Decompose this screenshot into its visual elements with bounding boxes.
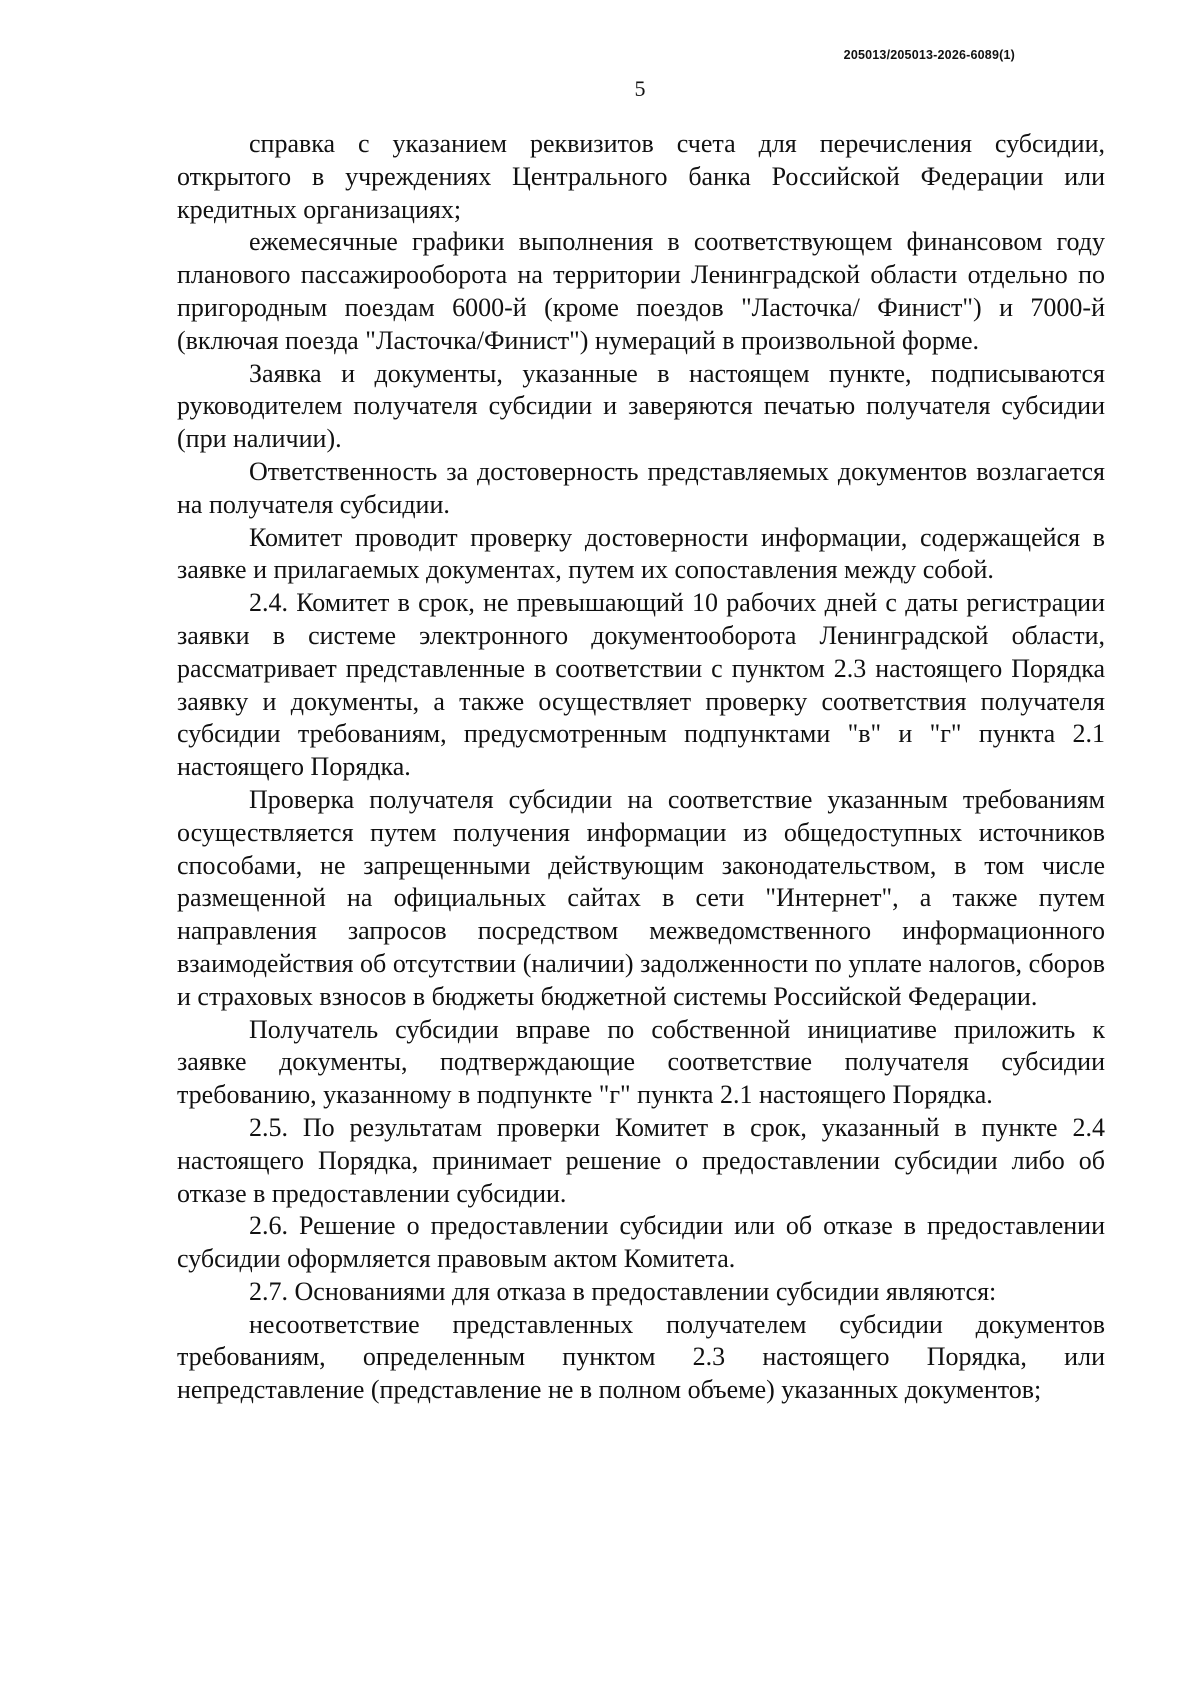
paragraph: Проверка получателя субсидии на соответствие указанным требованиям осуществляется путем получения информации из общедоступных источников способами, не запрещенными действующим законодательством, в том числе размещенной на официальных сайтах в сети "Интернет", а также путем направления запросов посредством межведомственного информационного взаимодействия об отсутствии (наличии) задолженности по уплате налогов, сборов и страховых взносов в бюджеты бюджетной системы Российской Федерации. bbox=[177, 784, 1105, 1011]
registration-number: 205013/205013-2026-6089(1) bbox=[843, 48, 1015, 62]
paragraph: Получатель субсидии вправе по собственной инициативе приложить к заявке документы, подтверждающие соответствие получателя субсидии требованию, указанному в подпункте "г" пункта 2.1 настоящего Порядка. bbox=[177, 1014, 1105, 1110]
paragraph: ежемесячные графики выполнения в соответствующем финансовом году планового пассажирооборота на территории Ленинградской области отдельно по пригородным поездам 6000-й (кроме поездов "Ласточка/ Финист") и 7000-й (включая поезда "Ласточка/Финист") нумераций в произвольной форме. bbox=[177, 227, 1105, 355]
document-body bbox=[177, 128, 1105, 1407]
paragraph: 2.4. Комитет в срок, не превышающий 10 рабочих дней с даты регистрации заявки в системе электронного документооборота Ленинградской области, рассматривает представленные в соответствии с пунктом 2.3 настоящего Порядка заявку и документы, а также осуществляет проверку соответствия получателя субсидии требованиям, предусмотренным подпунктами "в" и "г" пункта 2.1 настоящего Порядка. bbox=[177, 588, 1105, 782]
paragraph: 2.7. Основаниями для отказа в предоставлении субсидии являются: bbox=[249, 1276, 997, 1306]
paragraph: несоответствие представленных получателем субсидии документов требованиям, определенным пунктом 2.3 настоящего Порядка, или непредставление (представление не в полном объеме) указанных документов; bbox=[177, 1309, 1105, 1405]
paragraph: Комитет проводит проверку достоверности информации, содержащейся в заявке и прилагаемых документах, путем их сопоставления между собой. bbox=[177, 522, 1105, 585]
paragraph: справка с указанием реквизитов счета для перечисления субсидии, открытого в учреждениях Центрального банка Российской Федерации или кредитных организациях; bbox=[177, 129, 1105, 224]
paragraph: 2.5. По результатам проверки Комитет в срок, указанный в пункте 2.4 настоящего Порядка, принимает решение о предоставлении субсидии либо об отказе в предоставлении субсидии. bbox=[177, 1112, 1105, 1208]
paragraph: Ответственность за достоверность представляемых документов возлагается на получателя субсидии. bbox=[177, 456, 1105, 519]
paragraph: 2.6. Решение о предоставлении субсидии или об отказе в предоставлении субсидии оформляется правовым актом Комитета. bbox=[177, 1211, 1105, 1274]
paragraph: Заявка и документы, указанные в настоящем пункте, подписываются руководителем получателя субсидии и заверяются печатью получателя субсидии (при наличии). bbox=[177, 358, 1105, 454]
page-number: 5 bbox=[634, 76, 646, 101]
